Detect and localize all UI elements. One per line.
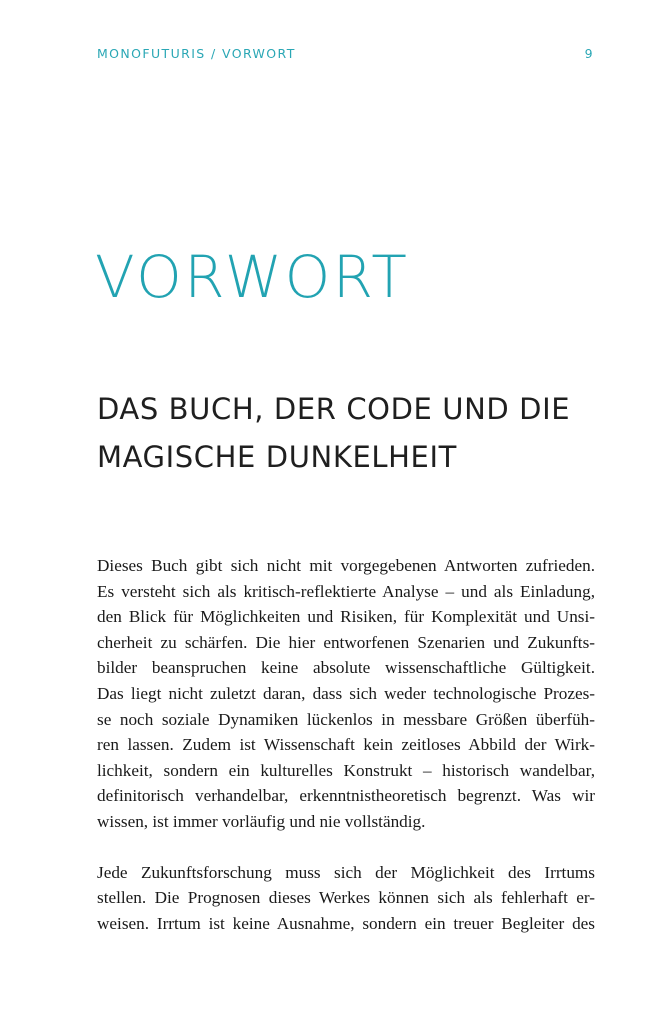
section-title [97,392,597,474]
text-line: Jede Zukunftsforschung muss sich der Möglichkeit des Irrtums [97,862,595,882]
text-line: den Blick für Möglichkeiten und Risiken, für Komplexität und Unsi- [97,607,595,627]
text-line: Es versteht sich als kritisch-reflektierte Analyse – und als Einladung, [97,581,595,601]
section-title-line-2: MAGISCHE DUNKELHEIT [97,440,457,474]
text-line: ren lassen. Zudem ist Wissenschaft kein zeitloses Abbild der Wirk- [97,735,595,755]
text-line: wissen, ist immer vorläufig und nie vollständig. [97,811,426,831]
text-line: cherheit zu schärfen. Die hier entworfenen Szenarien und Zukunfts- [97,632,595,652]
body-text [97,553,595,936]
text-line: lichkeit, sondern ein kulturelles Konstrukt – historisch wandelbar, [97,760,595,780]
text-line: bilder beanspruchen keine absolute wissenschaftliche Gültigkeit. [97,658,595,678]
text-line: stellen. Die Prognosen dieses Werkes können sich als fehlerhaft er- [97,888,595,908]
text-line: se noch soziale Dynamiken lückenlos in messbare Größen überfüh- [97,709,595,729]
text-line: definitorisch verhandelbar, erkenntnistheoretisch begrenzt. Was wir [97,786,595,806]
page-number: 9 [584,46,594,61]
paragraph-1 [97,553,595,835]
text-line: Dieses Buch gibt sich nicht mit vorgegebenen Antworten zufrieden. [97,556,595,575]
running-head [97,46,594,64]
chapter-title: VORWORT [95,243,410,311]
text-line: Das liegt nicht zuletzt daran, dass sich weder technologische Prozes- [97,683,595,703]
text-line: weisen. Irrtum ist keine Ausnahme, sondern ein treuer Begleiter des [97,913,595,933]
running-head-title: MONOFUTURIS / VORWORT [97,46,296,61]
section-title-line-1: DAS BUCH, DER CODE UND DIE [97,392,571,426]
paragraph-2 [97,860,595,937]
